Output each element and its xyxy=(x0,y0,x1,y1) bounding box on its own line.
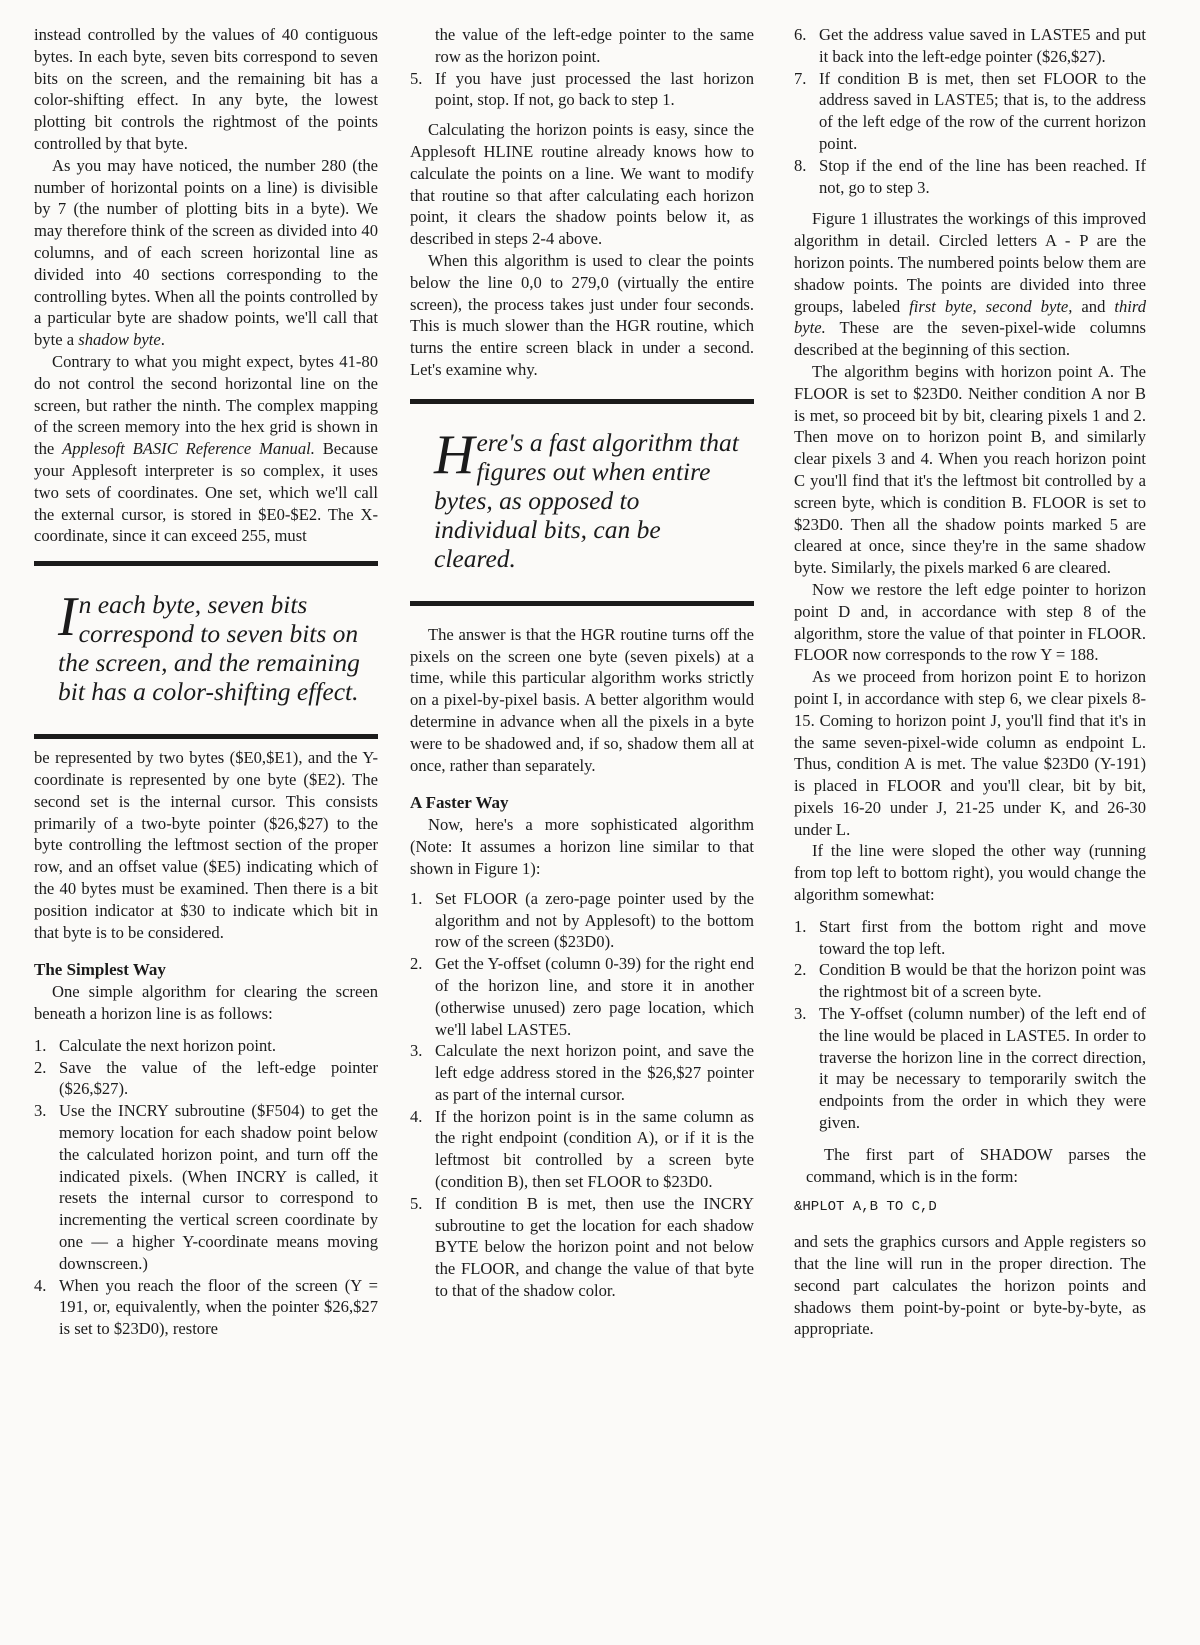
paragraph: If the line were sloped the other way (running from top left to bottom right), you would change the algorithm somewhat: xyxy=(794,841,1146,905)
numbered-list xyxy=(34,1035,378,1340)
code-line: &HPLOT A,B TO C,D xyxy=(794,1199,937,1216)
list-item: 4. If the horizon point is in the same column as the right endpoint (condition A), or if it is the leftmost bit controlled by a screen byte (condition B), then set FLOOR to $23D0. xyxy=(410,1106,754,1192)
section-heading: A Faster Way xyxy=(410,793,509,813)
paragraph: be represented by two bytes ($E0,$E1), and the Y-coordinate is represented by one byte ($E2). The second set is the internal cursor. This consists primarily of a two-byte pointer ($26,$27) to the byte controlling the leftmost section of the proper row, and an offset value ($E5) indicating which of the 40 bytes must be examined. Then there is a bit position indicator at $30 to indicate which bit in that byte is to be considered. xyxy=(34,748,378,942)
list-item: 2. Save the value of the left-edge pointer ($26,$27). xyxy=(34,1057,378,1099)
list-item: 5. If condition B is met, then use the INCRY subroutine to get the location for each shadow BYTE below the horizon point and not below the FLOOR, and change the value of that byte to that of the shadow color. xyxy=(410,1193,754,1301)
paragraph: and sets the graphics cursors and Apple registers so that the line will run in the proper direction. The second part calculates the horizon points and shadows them point-by-point or byte-by-byte, as appropriate. xyxy=(794,1232,1146,1339)
pull-quote xyxy=(34,561,378,739)
paragraph: As you may have noticed, the number 280 (the number of horizontal points on a line) is divisible by 7 (the number of plotting bits in a byte). We may therefore think of the screen as divided into 40 columns, and of each screen horizontal line as divided into 40 sections corresponding to the controlling bytes. When all the points controlled by a particular byte are shadow points, we'll call that byte a shadow byte. xyxy=(34,155,378,350)
drop-cap: H xyxy=(434,423,475,486)
paragraph: instead controlled by the values of 40 contiguous bytes. In each byte, seven bits correspond to seven bits on the screen, and the remaining bit has a color-shifting effect. In any byte, the lowest plotting bit controls the rightmost of the points controlled by that byte. xyxy=(34,25,378,153)
list-item: 3. Calculate the next horizon point, and save the left edge address stored in the $26,$27 pointer as part of the internal cursor. xyxy=(410,1041,754,1104)
list-item: 5. If you have just processed the last horizon point, stop. If not, go back to step 1. xyxy=(410,68,754,110)
list-item: 8. Stop if the end of the line has been reached. If not, go to step 3. xyxy=(794,155,1146,197)
list-item: 4. When you reach the floor of the screen (Y = 191, or, equivalently, when the pointer $26,$27 is set to $23D0), restore xyxy=(34,1275,378,1339)
list-item: 2. Get the Y-offset (column 0-39) for the right end of the horizon line, and store it in another (otherwise unused) zero page location, which we'll label LASTE5. xyxy=(410,954,754,1039)
list-item: 6. Get the address value saved in LASTE5 and put it back into the left-edge pointer ($26,$27). xyxy=(794,25,1146,66)
list-item: 1. Calculate the next horizon point. xyxy=(34,1035,277,1055)
numbered-list xyxy=(794,24,1146,198)
paragraph: Figure 1 illustrates the workings of this improved algorithm in detail. Circled letters A - P are the horizon points. The numbered points below them are shadow points. The points are divided into three groups, labeled first byte, second byte, and third byte. These are the seven-pixel-wide columns described at the beginning of this section. xyxy=(794,209,1146,360)
section-heading: The Simplest Way xyxy=(34,960,166,980)
paragraph: One simple algorithm for clearing the screen beneath a horizon line is as follows: xyxy=(34,982,378,1024)
paragraph: Contrary to what you might expect, bytes 41-80 do not control the second horizontal line on the screen, but rather the ninth. The complex mapping of the screen memory into the hex grid is shown in the Applesoft BASIC Reference Manual. Because your Applesoft interpreter is so complex, it uses two sets of coordinates. One set, which we'll call the external cursor, is stored in $E0-$E2. The X-coordinate, since it can exceed 255, must xyxy=(34,351,378,546)
drop-cap: I xyxy=(58,586,77,649)
paragraph: When this algorithm is used to clear the points below the line 0,0 to 279,0 (virtually the entire screen), the process takes just under four seconds. This is much slower than the HGR routine, which turns the entire screen black in under a second. Let's examine why. xyxy=(410,250,754,379)
paragraph: The algorithm begins with horizon point A. The FLOOR is set to $23D0. Neither condition A nor B is met, so proceed bit by bit, clearing pixels 1 and 2. Then move on to horizon point B, and similarly clear pixels 3 and 4. When you reach horizon point C you'll find that it's the leftmost bit controlled by a screen byte, which is condition B. FLOOR is set to $23D0. Then all the shadow points marked 5 are cleared at once, since they're in the same shadow byte. Similarly, the pixels marked 6 are cleared. xyxy=(794,361,1146,578)
paragraph: As we proceed from horizon point E to horizon point I, in accordance with step 6, we clear pixels 8-15. Coming to horizon point J, you'll find that it's in the same seven-pixel-wide column as endpoint L. Thus, condition A is met. The value $23D0 (Y-191) is placed in FLOOR and you'll clear, bit by bit, pixels 16-20 under J, 21-25 under K, and 26-30 under L. xyxy=(794,667,1146,839)
list-item: 1. Start first from the bottom right and move toward the top left. xyxy=(794,916,1146,958)
pull-quote-text: ere's a fast algorithm that figures out when entire bytes, as opposed to individual bits, can be cleared. xyxy=(434,427,739,573)
pull-quote-text: n each byte, seven bits correspond to seven bits on the screen, and the remaining bit has a color-shifting effect. xyxy=(58,590,360,707)
pull-quote xyxy=(410,399,754,606)
paragraph: Now we restore the left edge pointer to horizon point D and, in accordance with step 8 of the algorithm, store the value of that pointer in FLOOR. FLOOR now corresponds to the row Y = 188. xyxy=(794,579,1146,665)
paragraph: Calculating the horizon points is easy, since the Applesoft HLINE routine already knows how to calculate the points on a line. We want to modify that routine so that after calculating each horizon point, it clears the shadow points below it, as described in steps 2-4 above. xyxy=(410,120,754,249)
list-item: 2. Condition B would be that the horizon point was the rightmost bit of a screen byte. xyxy=(794,960,1146,1002)
list-item: the value of the left-edge pointer to the same row as the horizon point. xyxy=(435,25,754,66)
column-3 xyxy=(794,24,1146,1340)
list-item: 3. Use the INCRY subroutine ($F504) to get the memory location for each shadow point below the calculated horizon point, and turn off the indicated pixels. (When INCRY is called, it resets the internal cursor to correspond to incrementing the vertical screen coordinate by one — a higher Y-coordinate means moving downscreen.) xyxy=(34,1101,378,1273)
numbered-list xyxy=(410,24,754,111)
list-item: 1. Set FLOOR (a zero-page pointer used by the algorithm and not by Applesoft) to the bottom row of the screen ($23D0). xyxy=(410,888,754,952)
paragraph: Now, here's a more sophisticated algorithm (Note: It assumes a horizon line similar to that shown in Figure 1): xyxy=(410,815,754,878)
list-item: 3. The Y-offset (column number) of the left end of the line would be placed in LASTE5. In order to traverse the horizon line in the correct direction, it may be necessary to temporarily switch the endpoints from the order in which they were given. xyxy=(794,1004,1146,1133)
column-1 xyxy=(34,24,378,1340)
paragraph: The answer is that the HGR routine turns off the pixels on the screen one byte (seven pixels) at a time, while this particular algorithm works strictly on a pixel-by-pixel basis. A better algorithm would determine in advance when all the pixels in a byte were to be shadowed and, if so, shadow them all at once, rather than separately. xyxy=(410,624,754,775)
column-2 xyxy=(410,24,754,1302)
list-item: 7. If condition B is met, then set FLOOR to the address saved in LASTE5; that is, to the address of the left edge of the row of the current horizon point. xyxy=(794,68,1146,153)
numbered-list xyxy=(410,888,754,1302)
paragraph: The first part of SHADOW parses the command, which is in the form: xyxy=(806,1144,1146,1186)
numbered-list xyxy=(794,916,1146,1134)
